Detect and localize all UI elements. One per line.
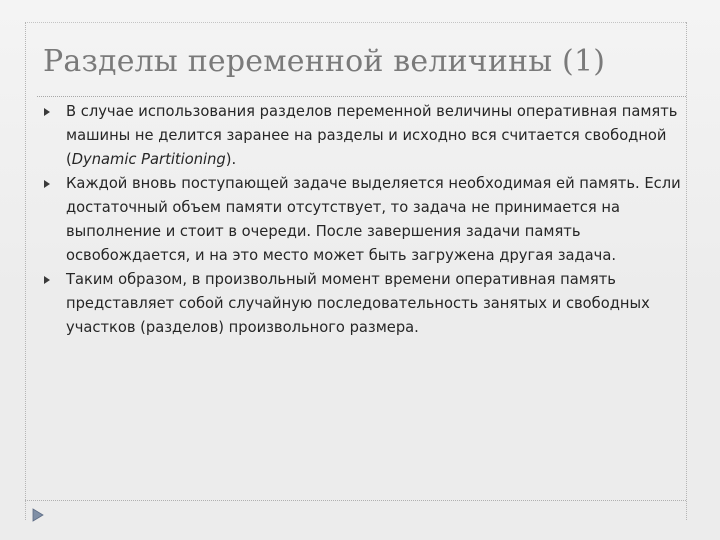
- slide-frame-left: [25, 22, 26, 520]
- bullet-list: [44, 100, 684, 340]
- bullet-item: [44, 172, 684, 268]
- bullet-text: Таким образом, в произвольный момент времени оперативная память представляет собой случайную последовательность занятых и свободных участков (разделов) произвольного размера.: [66, 271, 650, 336]
- slide-frame-right: [686, 22, 687, 520]
- slide-frame-top: [25, 22, 686, 23]
- bullet-emphasis: Dynamic Partitioning: [71, 151, 226, 168]
- bullet-text-end: ).: [225, 151, 237, 168]
- bullet-item: [44, 268, 684, 340]
- nav-arrow-icon[interactable]: [32, 508, 44, 522]
- title-divider: [37, 96, 686, 97]
- bullet-item: [44, 100, 684, 172]
- triangle-right-icon: [44, 276, 50, 284]
- footer-divider: [25, 500, 686, 501]
- triangle-right-icon: [44, 108, 50, 116]
- slide-title: Разделы переменной величины (1): [43, 44, 606, 79]
- bullet-text: В случае использования разделов переменной величины оперативная память машины не делится заранее на разделы и исходно вся считается свободной (: [66, 103, 678, 168]
- bullet-text: Каждой вновь поступающей задаче выделяется необходимая ей память. Если достаточный объем памяти отсутствует, то задача не принимается на выполнение и стоит в очереди. После завершения задачи память освобождается, и на это место может быть загружена другая задача.: [66, 175, 681, 264]
- triangle-right-icon: [44, 180, 50, 188]
